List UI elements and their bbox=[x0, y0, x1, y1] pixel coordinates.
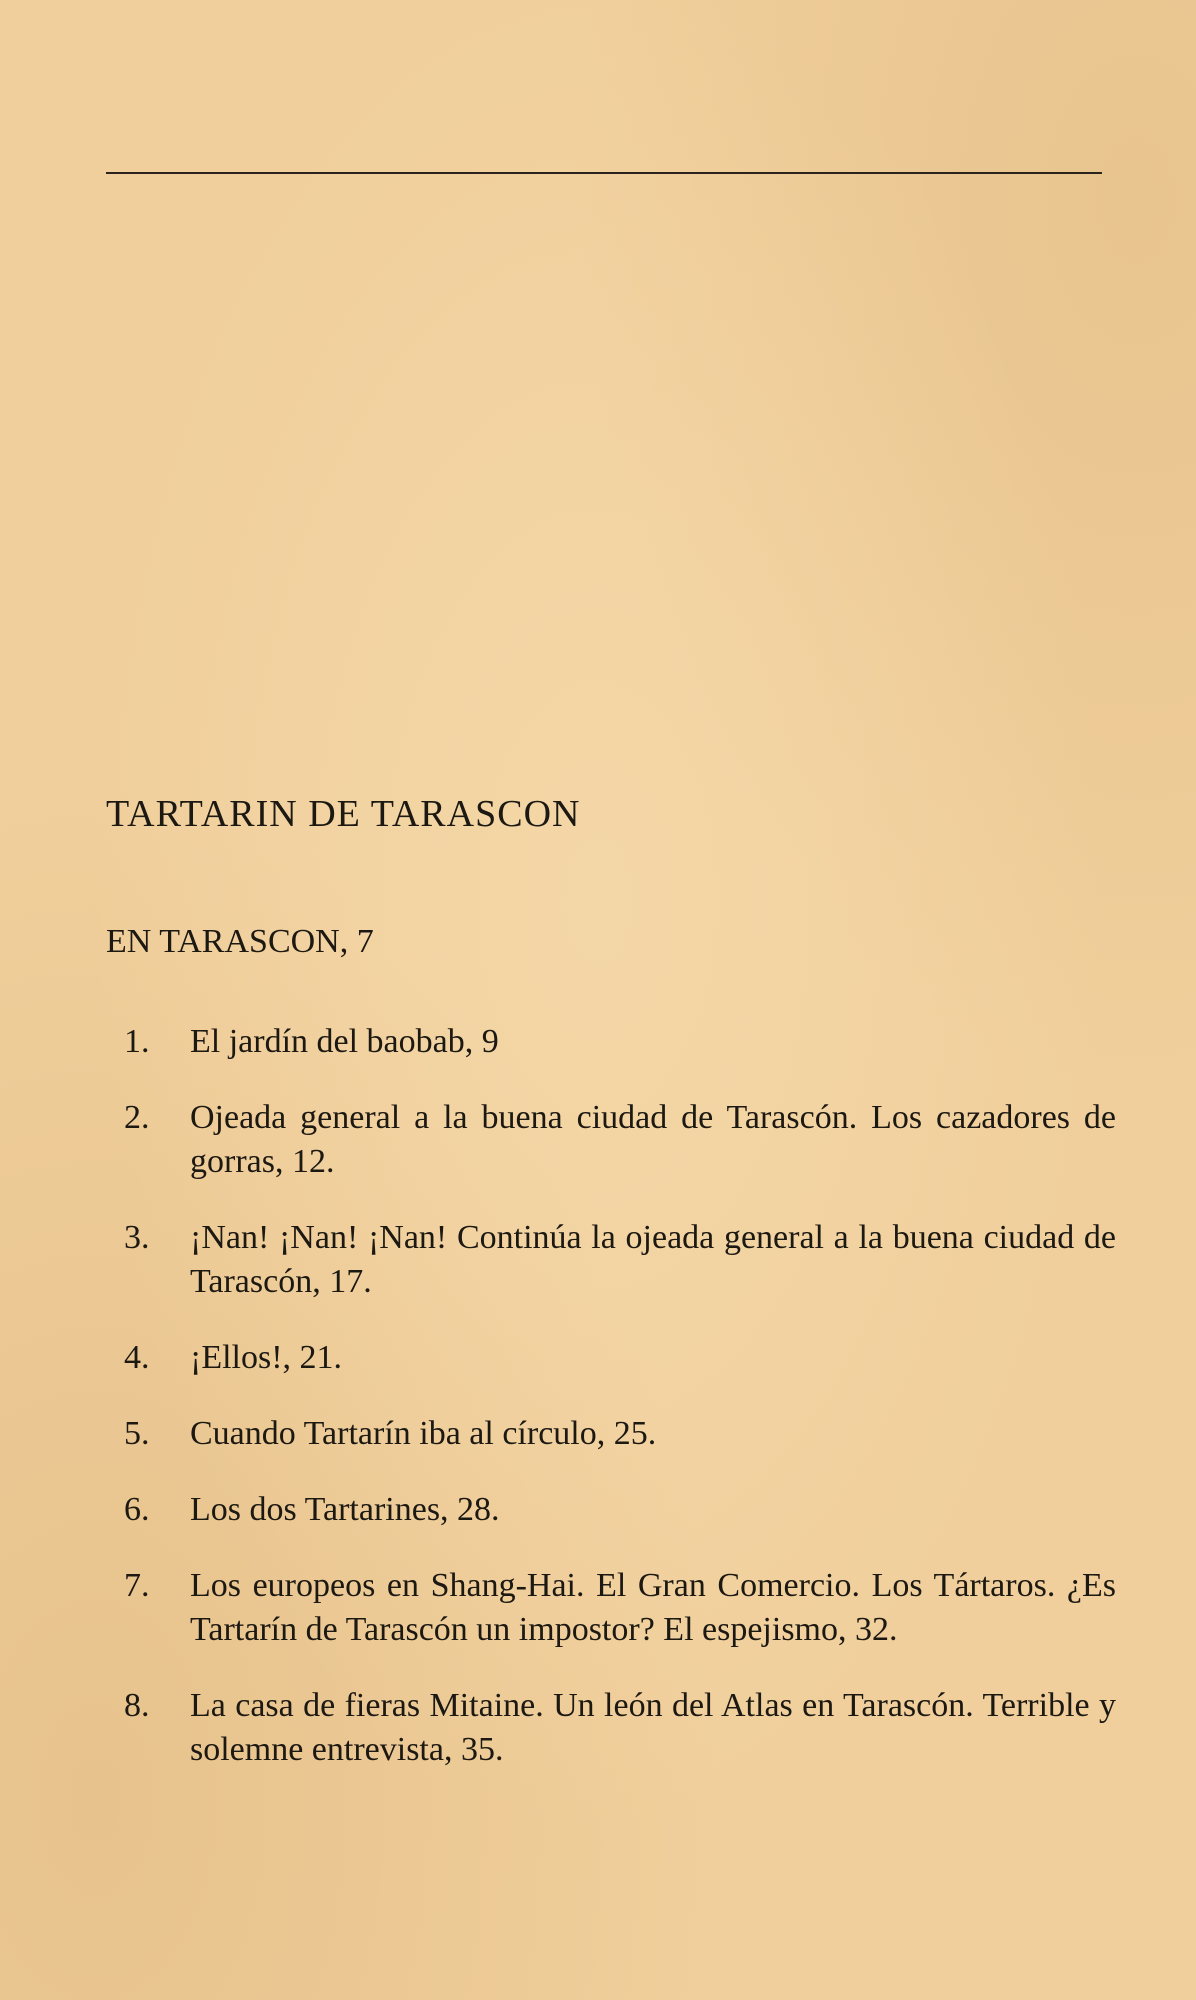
section-title: EN TARASCON, 7 bbox=[106, 923, 374, 960]
top-rule bbox=[106, 172, 1102, 174]
chapter-number: 8. bbox=[124, 1687, 150, 1724]
chapter-number: 6. bbox=[124, 1491, 150, 1528]
chapter-title: ¡Ellos!, 21. bbox=[190, 1339, 343, 1376]
chapter-number: 4. bbox=[124, 1339, 150, 1376]
chapter-number: 3. bbox=[124, 1219, 150, 1256]
chapter-number: 1. bbox=[124, 1023, 150, 1060]
toc-entry bbox=[106, 1096, 1116, 1184]
chapter-number: 7. bbox=[124, 1567, 150, 1604]
toc-entry bbox=[106, 1488, 1116, 1532]
toc-entry bbox=[106, 1564, 1116, 1652]
book-title: TARTARIN DE TARASCON bbox=[106, 793, 581, 835]
chapter-number: 5. bbox=[124, 1415, 150, 1452]
chapter-title: La casa de fieras Mitaine. Un león del Atlas en Tarascón. Terrible y solemne entrevista, 35. bbox=[190, 1687, 1116, 1768]
chapter-title: Los europeos en Shang-Hai. El Gran Comercio. Los Tártaros. ¿Es Tartarín de Tarascón un impostor? El espejismo, 32. bbox=[190, 1567, 1116, 1648]
table-of-contents bbox=[106, 1020, 1116, 1804]
toc-entry bbox=[106, 1216, 1116, 1304]
toc-entry bbox=[106, 1412, 1116, 1456]
chapter-title: ¡Nan! ¡Nan! ¡Nan! Continúa la ojeada general a la buena ciudad de Tarascón, 17. bbox=[190, 1219, 1116, 1300]
chapter-number: 2. bbox=[124, 1099, 150, 1136]
chapter-title: Los dos Tartarines, 28. bbox=[190, 1491, 500, 1528]
toc-entry bbox=[106, 1684, 1116, 1772]
toc-entry bbox=[106, 1020, 1116, 1064]
toc-entry bbox=[106, 1336, 1116, 1380]
chapter-title: Cuando Tartarín iba al círculo, 25. bbox=[190, 1415, 657, 1452]
chapter-title: Ojeada general a la buena ciudad de Tarascón. Los cazadores de gorras, 12. bbox=[190, 1099, 1116, 1180]
chapter-title: El jardín del baobab, 9 bbox=[190, 1023, 499, 1060]
